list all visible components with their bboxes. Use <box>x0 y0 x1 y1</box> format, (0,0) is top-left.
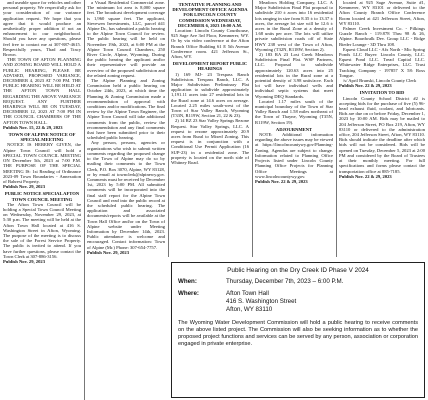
agenda-item: Meadows Holding Company, LLC. A Major Subdivision Final Plat proposal to subdivide 210 ± acres into 16 residential lots ranging in size from 8.35 ± to 13.37 ± acres, the average lot size will be 12.6 ± acres in the Rural Zone at a density of 1.68 units per acre. The lots will utilize private subdivision roads off of State HWY 238 west of the Town of Afton, Wyoming (T32N, R118W, Section 2). <box>255 0 333 52</box>
clerk-signature: /s/ April Brunski, Lincoln County Clerk <box>343 78 417 84</box>
where-line: Afton Town Hall <box>226 290 269 297</box>
notice-title: Public Hearing on the Dry Creek ID Phase V 2024 <box>227 267 369 274</box>
column-4 <box>255 0 333 257</box>
variance-letter: and useable space for vehicles and other personal property. We respectfully ask for your consideration of our variance application request. We hope that you agree that it would produce an aesthetically proper addition if not an enhancement to our neighborhood. Should you have any questions, please feel free to contact me at 307-887-4615. Respectfully yours, Thad and Tracy Brown. <box>3 0 81 58</box>
agenda-item: 1) 169 MJ- 23 Trespass Ranch Subdivision. Trespass Ranch, LLC. A Major Subdivision Preliminary Plat application to subdivide approximately 1,191.11 acres into 27 residential lots in the Rural zone at 14.6 acres on average. Located 2.25 miles south-west of the Town of Star Valley Ranch, Wyoming (T33N, R119W, Section 21, 22 & 23). <box>171 71 249 119</box>
special-meeting-text: NOTICE IS HEREBY GIVEN, the Alpine Town Council will hold a SPECIAL TOWN COUNCIL MEETING ON December 5th, 2023 at 7:00 P.M. THE PURPOSE OF THE SPECIAL MEETING IS: 1st Reading of Ordinance 2023-09 Town Boundaries - Annexation of Bahrest Property. <box>3 142 81 184</box>
notice-text: located at 925 Sage Avenue, Suite #1, Kemmerer, WY 83101 or delivered to the Afton County Branch Office Conference Room located at 421 Jefferson Street, Afton, WY 83110. <box>339 0 425 26</box>
notice-text: Equest Cloud LLC - Afx North - Mic Spring Ponds LLC Buyer: Lincoln County, LLC. Equest Pond LLC. Tread Capital LLC. Whitewater Ridge Enterprises, LLC. Trust Tracking Company - 197857 X 58: Ross Tongue. <box>339 46 425 78</box>
public-hearing-notice-box <box>171 262 425 398</box>
publish-line: Publish Nov. 29, 2023 <box>3 258 45 264</box>
column-rule <box>336 0 337 257</box>
agenda-heading: TENTATIVE PLANNING AND DEVELOPMENT OFFICE AGENDA FOR LINCOLN COUNTY COMMISSION WEDNESDAY, DECEMBER 6, 2023 10:00 A.M. <box>172 2 248 28</box>
publish-line: Publish Nov. 22 & 29, 2023 <box>339 173 392 179</box>
column-5 <box>339 0 425 257</box>
where-value <box>226 290 418 314</box>
agenda-location: Location: Lincoln County Courthouse, 925 Sage Ave 3rd Floor, Kemmerer, WY. Or by via video conference at the Afton Branch Office Building 61 E 5th Avenue Conference room. 421 Jefferson St., Afton, WY. <box>171 28 249 60</box>
column-2 <box>87 0 165 257</box>
zoning-text: The Alpine Planning and Zoning Commission held a public hearing on October 24th, 2023, at which time the Planning & Zoning Commission made a recommendation of approval with conditions and/or modifications. The final review by the Alpine Town Engineer, the Alpine Town Council will take additional comments from the public, review the recommendation and any final comments that have been submitted prior to their scheduled public hearing. <box>87 78 165 141</box>
town-hearing-notice: THE TOWN OF AFTON PLANNING AND ZONING BOARD WILL HOLD A PUBLIC HEARING, PLEASE BE ADVISED, PROPOSED VARIANCE, DECEMBER 4, 2023 AT 7:00 PM. THE PUBLIC HEARING WILL BE HELD AT THE AFTON TOWN HALL REGARDING THE ABOVE VARIANCE REQUEST. ANY FURTHER HEARINGS WILL BE ON TUESDAY, DECEMBER 12, 2023 AT 7:00 PM IN THE COUNCIL CHAMBERS OF THE AFTON TOWN HALL. <box>3 57 81 125</box>
notice-body: The Wyoming Water Development Commission will hold a public hearing to receive comments on the above listed project. The Commission will also be seeking information as to whether the proposed project functions and services can be served by any person, association or corporation engaged in private enterprise. <box>178 320 418 347</box>
column-rule <box>84 0 85 400</box>
zoning-text: Any person, persons, agencies or organizations who wish to submit written comments regarding the proposed change to the Town of Alpine may do so by mailing their comments to the Town Clerk, P.O. Box 3070, Alpine, WY 83128, or by email at townclerk@alpinewy.gov. Comments must be received by December 1st, 2023 by 5:00 PM. All submitted comments will be incorporated into the final staff report for the Alpine Town Council and read into the public record at the scheduled public hearing. The application and associated documents/reports will be available at the Town Hall Office and/or on the Town of Alpine website under Meeting Information by December 14th, 2023. Public attendance is welcome and encouraged. Contact information: Town of Alpine (Mr.) Phone: 307-654-7757. <box>87 140 165 250</box>
agenda-item: 2) 183 RA 23 Lost Creek Meadows Subdivision Final Plat. WSP Partners, LLC. Proposal to subdivide approximately 120.63 acres into 25 residential lots in the Rural zone at a potential density of 3.98 units/acre. Each lot will have individual wells and individual septic systems that meet Wyoming DEQ Standards. <box>255 52 333 99</box>
where-line: 416 S. Washington Street <box>226 298 297 305</box>
column-rule <box>252 0 253 257</box>
notice-text: Palmer Creek Investment Co. - Pilkings Guzzle Ranch - 119.878 Thru 98 & 26, Alpine. Boardwalk Dev. Group LLC - Ridge Bieder Lounge - 3D Thru 108. <box>339 26 425 47</box>
when-label: When: <box>178 278 197 285</box>
agenda-item: 2) 14 RZ 23 Star Valley Springs Rezone Request. Star Valley Springs, LLC. A request to rezone approximately 20.9 acres from Rural to Mixed Zoning. This request is in conjunction with a Conditional Use Permit Application (16 SUP-23) in a residential zone. The property is located on the north side of Whitney Road. <box>171 118 249 166</box>
column-rule <box>168 0 169 257</box>
publish-line: Publish Nov. 29, 2023 <box>87 249 129 255</box>
where-line: Afton, WY 83110 <box>226 306 273 313</box>
zoning-text: a Visual Residential Commercial zone. The minimum lot area is 8,000 square feet. The broadcast development coverage is 1,960 square feet. The applicant, Sievewen Investments, LLC, parcel #41 Alpine Dr., has submitted a public hearing to the Alpine Town Council for review. The public hearing will be held on November 19th, 2023, at 6:00 PM at the Alpine Town Council Chambers, 250 River Circle, Alpine, Wyoming. During the public hearing the applicant and/or their representative will provide an overview of the proposed subdivision and the related zoning request. <box>87 0 165 78</box>
publish-line: Publish Nov. 22 & 29, 2023 <box>339 83 392 89</box>
bid-heading: INVITATION TO BID <box>359 90 405 96</box>
where-label: Where: <box>178 290 199 297</box>
council-meeting-text: The Afton Town Council will be holding a Special Town Council Meeting on Wednesday, November 29, 2023, at 5:30 p.m. The meeting will be held at the Afton Town Hall located at 416 S. Washington Street in Afton, Wyoming. The purpose of the meeting is to discuss the sale of the Forest Service Property. The public is invited to attend. If you have further questions, please contact the Town Clerk at 307-886-3156. <box>3 201 81 259</box>
publish-line: Publish Nov. 29, 2023 <box>3 184 45 190</box>
notice-heading: PUBLIC NOTICE SPECIAL AFTON TOWN COUNCIL MEETING <box>4 191 80 202</box>
agenda-note: NOTE: Additional information regarding the above issues may be viewed at https://lincolncountywy.gov/Planning-Zoning. Agendas are subject to change. Information related to Planning Office Projects listed under Lincoln County Planning Office Projects for Planning Office Meetings at www.lincolncountywy.gov. <box>255 132 333 179</box>
agenda-item: Located 1.17 miles south of the municipal boundary of the Town of Star Valley Ranch and 1.58 miles northeast of the Town of Thayne, Wyoming (T35N, R119W, Section 19). <box>255 98 333 125</box>
bid-text: Lincoln County School District #2 is accepting bids for the purchase of five (5) 96-head exhaust fluid, coolant, and lubricants. Bids are due on or before Friday, December 1, 2023 by 10:00 AM. Bids may be mailed to 204 Jefferson Street, PO Box 219, Afton, WY 83110 or delivered to the administration office, 204 Jefferson Street, Afton, WY 83110. Bids should indicate the deadline after which bids will not be considered. Bids will be opened on Tuesday, December 5, 2023 at 2:00 PM and considered by the Board of Trustees at their monthly meeting. For full specifications and forms please contact the transportation office at 885-7185. <box>339 95 425 174</box>
where-row <box>178 290 418 314</box>
column-3 <box>171 0 249 257</box>
publish-line: Publish Nov. 15, 22 & 29, 2023 <box>3 124 63 130</box>
when-row <box>178 278 418 286</box>
adjournment-heading: ADJOURNMENT <box>275 126 313 132</box>
publish-line: Publish Nov. 22 & 29, 2023 <box>255 178 308 184</box>
agenda-subheading: DEVELOPMENT REPORT PUBLIC HEARINGS <box>172 61 248 72</box>
notice-heading: TOWN OF ALPINE NOTICE OF SPECIAL MEETING <box>8 132 76 143</box>
when-value: Thursday, December 7th, 2023 – 6:00 P.M. <box>226 278 344 285</box>
column-1 <box>3 0 81 400</box>
